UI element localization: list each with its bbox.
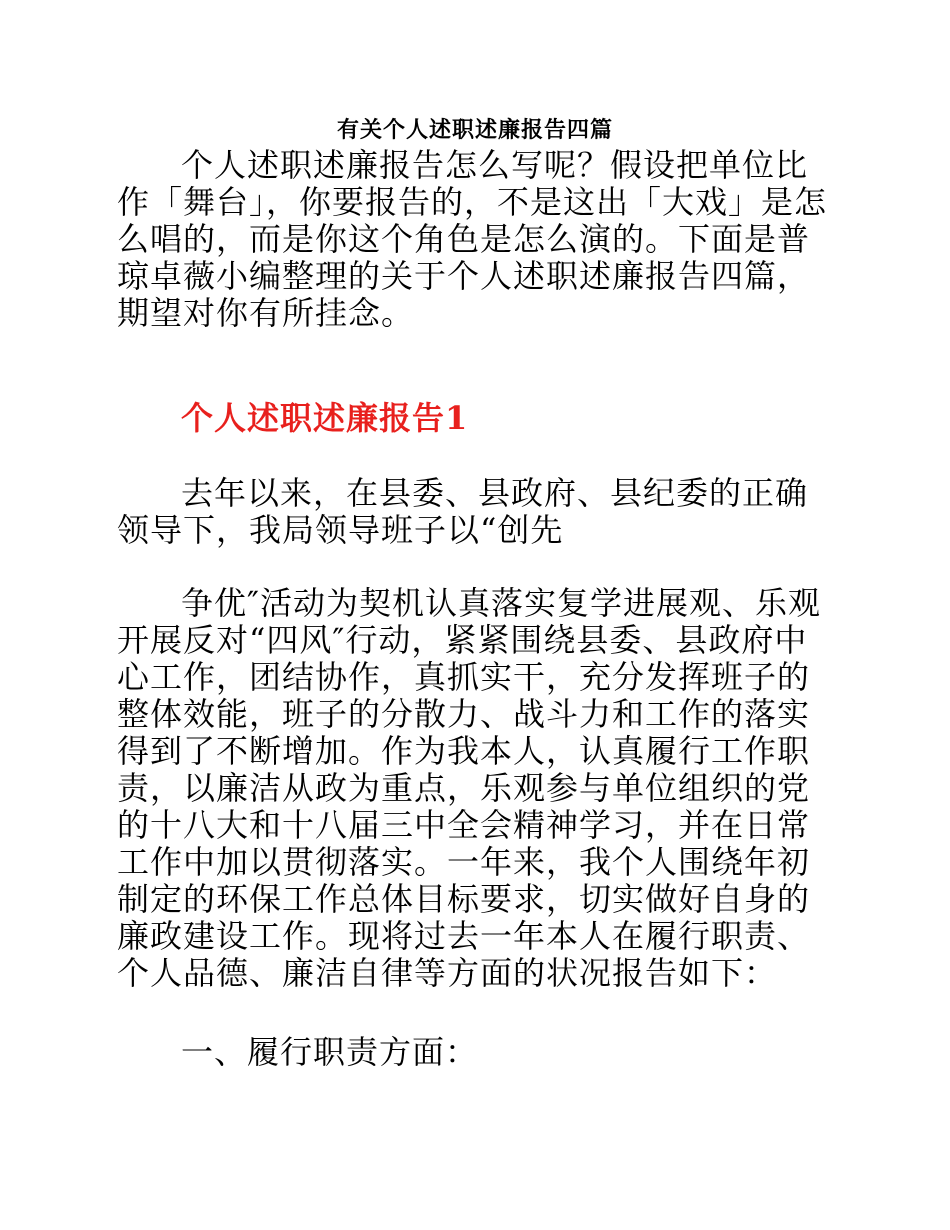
intro-paragraph: 个人述职述廉报告怎么写呢？假设把单位比作「舞台」，你要报告的，不是这出「大戏」是怎么唱的，而是你这个角色是怎么演的。下面是普琼卓薇小编整理的关于个人述职述廉报告四篇，期望对你有所挂念。 (117, 146, 828, 332)
body-paragraph-3: 一、履行职责方面： (181, 1033, 479, 1071)
document-title: 有关个人述职述廉报告四篇 (336, 117, 613, 143)
section-heading: 个人述职述廉报告1 (181, 399, 469, 437)
body-paragraph-1: 去年以来，在县委、县政府、县纪委的正确领导下，我局领导班子以“创先 (117, 474, 809, 549)
body-paragraph-2: 争优″活动为契机认真落实复学进展观、乐观开展反对“四风″行动，紧紧围绕县委、县政府中心工作，团结协作，真抓实干，充分发挥班子的整体效能，班子的分散力、战斗力和工作的落实得到了不断增加。作为我本人，认真履行工作职责，以廉洁从政为重点，乐观参与单位组织的党的十八大和十八届三中全会精神学习，并在日常工作中加以贯彻落实。一年来，我个人围绕年初制定的环保工作总体目标要求，切实做好自身的廉政建设工作。现将过去一年本人在履行职责、个人品德、廉洁自律等方面的状况报告如下： (117, 584, 821, 992)
